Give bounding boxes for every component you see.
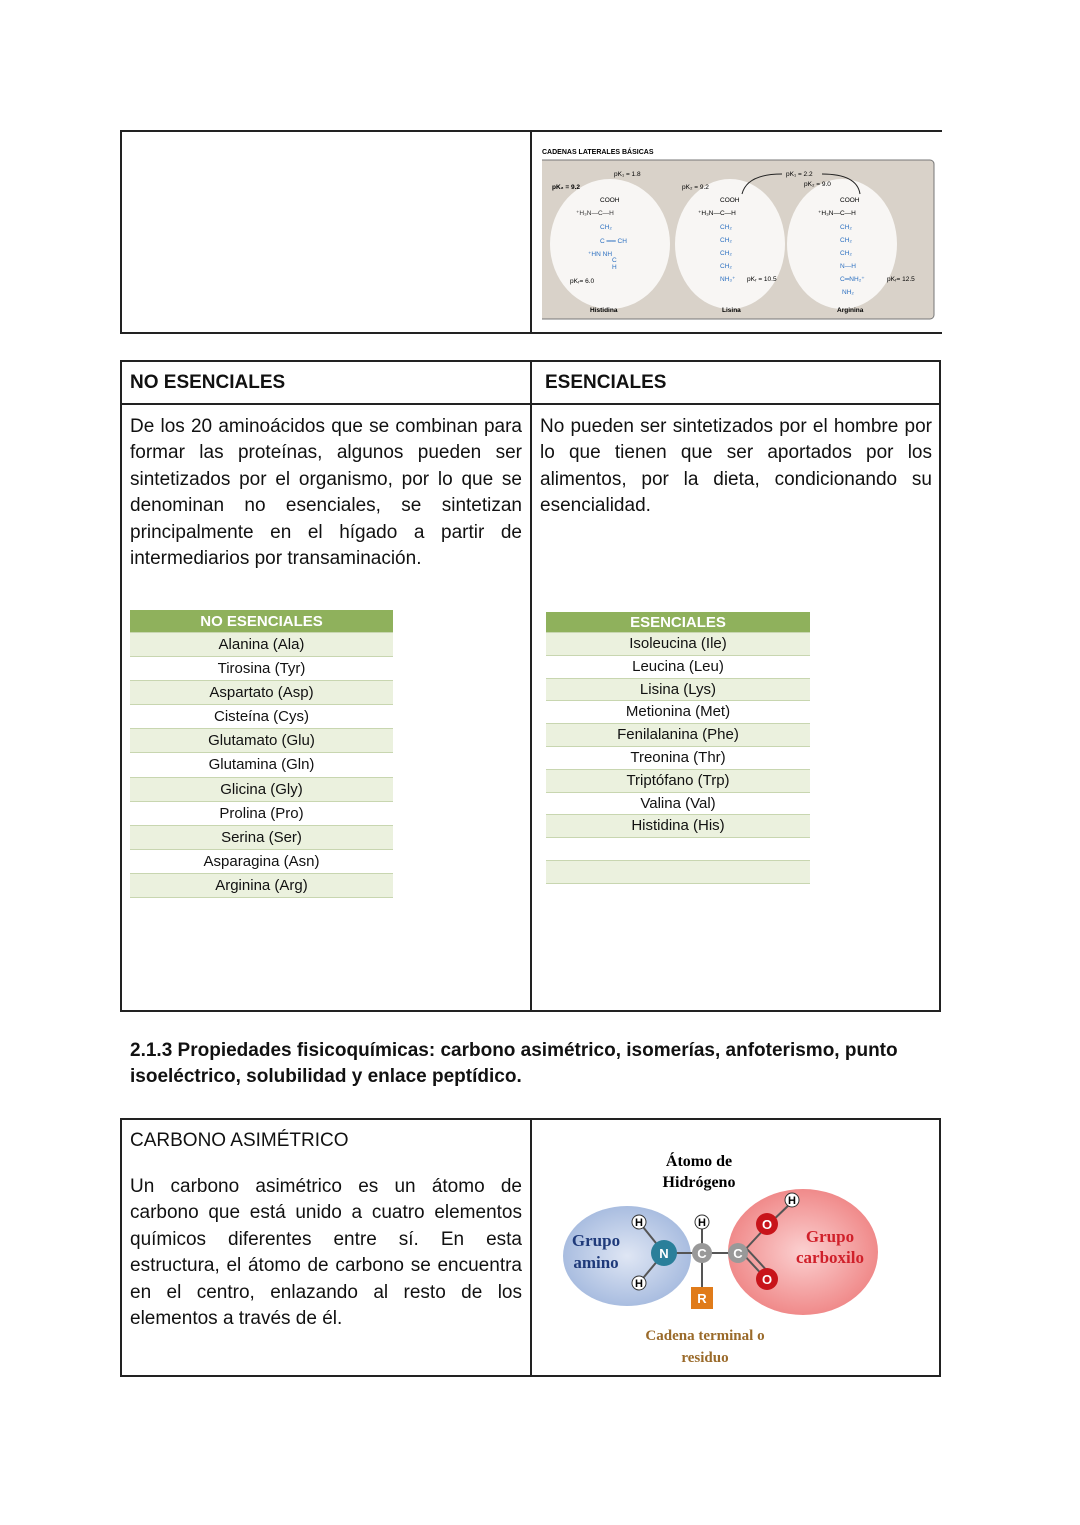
amino-label: amino (573, 1253, 619, 1272)
list-item: Tirosina (Tyr) (130, 657, 393, 681)
no-esenciales-header: NO ESENCIALES (130, 372, 286, 393)
top-table (120, 130, 942, 334)
carbono-title: CARBONO ASIMÉTRICO (130, 1130, 349, 1151)
no-esenciales-text: De los 20 aminoácidos que se combinan para formar las proteínas, algunos pueden ser sintetizados por el organismo, por lo que se denominan no esenciales, se sintetizan principalmente en el hígado a partir de intermediarios por transaminación. (130, 416, 522, 570)
formula-text: CH₂ (720, 250, 732, 257)
list-item: Leucina (Leu) (546, 656, 810, 679)
amino-name-lisina: Lisina (722, 307, 741, 314)
formula-text: CH₂ (840, 250, 852, 257)
hydrogen-atom: H (635, 1217, 643, 1229)
residue-label: residuo (681, 1350, 729, 1366)
list-item (546, 838, 810, 861)
pk-label: pKᵣ = 10.5 (747, 276, 777, 283)
pk-label: pK₂ = 9.0 (804, 181, 831, 188)
list-item: Glutamato (Glu) (130, 729, 393, 753)
formula-text: C (612, 257, 617, 264)
list-item: Isoleucina (Ile) (546, 633, 810, 656)
pk-label: pK₂ = 9.2 (682, 184, 709, 191)
hydrogen-atom: H (698, 1217, 706, 1229)
pk-label: pK₁ = 1.8 (614, 171, 641, 178)
list-item: Prolina (Pro) (130, 802, 393, 826)
formula-text: CH₂ (720, 263, 732, 270)
list-item: Lisina (Lys) (546, 679, 810, 702)
alpha-carbon-atom: C (697, 1246, 707, 1261)
amino-acids-table (120, 360, 941, 1012)
formula-text: CH₂ (600, 224, 612, 231)
list-item: Asparagina (Asn) (130, 850, 393, 874)
pk-label: pKᵣ= 12.5 (887, 276, 915, 283)
list-item: Fenilalanina (Phe) (546, 724, 810, 747)
oxygen-atom: O (761, 1217, 773, 1232)
formula-text: ⁺HN NH (588, 251, 613, 258)
formula-text: ⁺H₃N—C—H (576, 210, 614, 217)
list-item: Cisteína (Cys) (130, 705, 393, 729)
carbono-text: Un carbono asimétrico es un átomo de carbono que está unido a cuatro elementos químicos diferentes entre sí. En esta estructura, el átomo de carbono se encuentra en el centro, enlazando al resto de los elementos a través de él. (130, 1176, 522, 1330)
list-item: Glutamina (Gln) (130, 753, 393, 777)
list-item: Arginina (Arg) (130, 874, 393, 898)
section-heading: 2.1.3 Propiedades fisicoquímicas: carbono asimétrico, isomerías, anfoterismo, punto isoeléctrico, solubilidad y enlace peptídico. (130, 1040, 898, 1087)
list-item: Alanina (Ala) (130, 633, 393, 657)
list-header: ESENCIALES (546, 612, 810, 633)
formula-text: C ══ CH (600, 238, 627, 245)
list-item: Treonina (Thr) (546, 747, 810, 770)
pk-label: pK₂ = 9.2 (552, 184, 580, 191)
formula-text: CH₂ (840, 224, 852, 231)
residue-box: R (697, 1291, 707, 1306)
formula-text: N—H (840, 263, 856, 270)
list-header: NO ESENCIALES (130, 610, 393, 633)
formula-text: COOH (720, 197, 740, 204)
carbono-table (120, 1118, 941, 1377)
hydrogen-label: Átomo de (665, 1153, 733, 1170)
hydrogen-atom: H (635, 1278, 643, 1290)
carbono-diagram (542, 1122, 942, 1372)
formula-text: CH₂ (840, 237, 852, 244)
hydrogen-atom: H (788, 1195, 796, 1207)
esenciales-text: No pueden ser sintetizados por el hombre por lo que tienen que ser aportados por los alimentos, por la dieta, condicionando su esencialidad. (540, 416, 932, 517)
basic-side-chains-figure (542, 144, 952, 334)
formula-text: CH₂ (720, 224, 732, 231)
formula-text: H (612, 264, 617, 271)
no-esenciales-list (130, 610, 393, 898)
hydrogen-label: Hidrógeno (662, 1174, 736, 1191)
formula-text: NH₂ (842, 289, 854, 296)
pk-label: pK₁ = 2.2 (786, 171, 813, 178)
amino-label: Grupo (571, 1231, 621, 1250)
formula-text: NH₃⁺ (720, 276, 736, 283)
oxygen-atom: O (761, 1272, 773, 1287)
list-item (546, 861, 810, 884)
list-item: Glicina (Gly) (130, 778, 393, 802)
formula-text: C═NH₂⁺ (840, 276, 865, 283)
nitrogen-atom: N (659, 1246, 669, 1261)
formula-text: COOH (600, 197, 620, 204)
pk-label: pKᵣ= 6.0 (570, 278, 595, 285)
carboxyl-label: carboxilo (796, 1248, 864, 1267)
residue-label: Cadena terminal o (645, 1328, 765, 1344)
formula-text: ⁺H₃N—C—H (818, 210, 856, 217)
esenciales-header: ESENCIALES (545, 372, 667, 393)
formula-text: ⁺H₃N—C—H (698, 210, 736, 217)
list-item: Histidina (His) (546, 815, 810, 838)
formula-text: CH₂ (720, 237, 732, 244)
list-item: Triptófano (Trp) (546, 770, 810, 793)
list-item: Metionina (Met) (546, 701, 810, 724)
carboxyl-carbon-atom: C (733, 1246, 743, 1261)
amino-name-histidina: Histidina (590, 307, 618, 314)
figure-title: CADENAS LATERALES BÁSICAS (542, 149, 654, 156)
list-item: Aspartato (Asp) (130, 681, 393, 705)
list-item: Serina (Ser) (130, 826, 393, 850)
list-item: Valina (Val) (546, 793, 810, 816)
esenciales-list (546, 612, 810, 884)
carboxyl-label: Grupo (805, 1227, 855, 1246)
formula-text: COOH (840, 197, 860, 204)
amino-name-arginina: Arginina (837, 307, 864, 314)
